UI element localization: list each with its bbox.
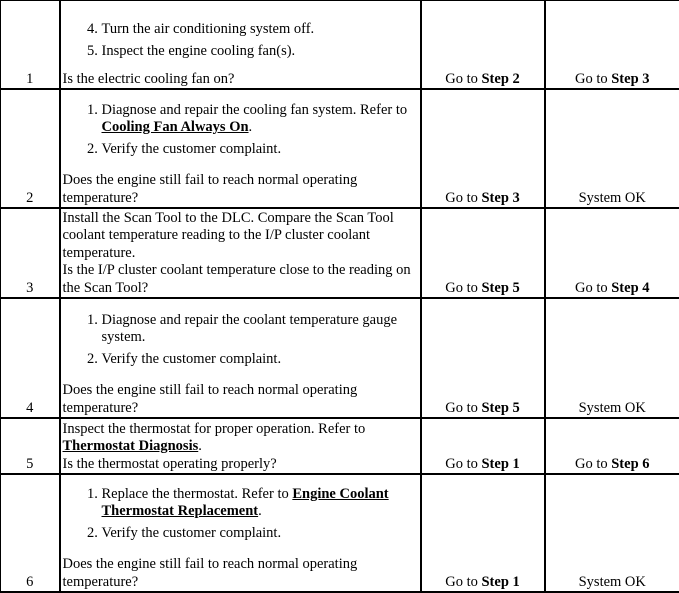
step-number: 6 [1, 474, 60, 592]
step-question: Does the engine still fail to reach normal operating temperature? [63, 556, 418, 591]
action-list [63, 486, 418, 542]
step-question: Does the engine still fail to reach normal operating temperature? [63, 382, 418, 417]
yes-result: Go to Step 5 [421, 298, 545, 418]
yes-result: Go to Step 3 [421, 89, 545, 208]
step-question: Is the thermostat operating properly? [63, 456, 418, 474]
no-step-link[interactable]: Step 6 [611, 456, 649, 472]
step-instruction: Inspect the thermostat for proper operation. Refer to Thermostat Diagnosis. [63, 421, 366, 455]
table-row [1, 474, 679, 592]
no-step-link[interactable]: Step 3 [611, 71, 649, 87]
step-number: 4 [1, 298, 60, 418]
yes-step-link[interactable]: Step 2 [481, 71, 519, 87]
list-item: 2. Verify the customer complaint. [102, 525, 418, 542]
no-result: System OK [545, 298, 679, 418]
step-action [60, 0, 421, 89]
step-action [60, 474, 421, 592]
list-item: 5. Inspect the engine cooling fan(s). [102, 43, 418, 60]
no-step-link[interactable]: Step 4 [611, 280, 649, 296]
no-result: System OK [545, 89, 679, 208]
step-number: 5 [1, 418, 60, 474]
list-item: 4. Turn the air conditioning system off. [102, 21, 418, 38]
yes-step-link[interactable]: Step 1 [481, 456, 519, 472]
list-item: 2. Verify the customer complaint. [102, 141, 418, 158]
step-instruction: Install the Scan Tool to the DLC. Compare the Scan Tool coolant temperature reading to the I/P cluster coolant temperature. [63, 210, 394, 261]
step-action [60, 208, 421, 298]
yes-result: Go to Step 1 [421, 418, 545, 474]
step-question: Does the engine still fail to reach normal operating temperature? [63, 172, 418, 207]
step-number: 1 [1, 0, 60, 89]
list-item: 2. Verify the customer complaint. [102, 351, 418, 368]
yes-result: Go to Step 5 [421, 208, 545, 298]
action-list [63, 102, 418, 158]
yes-step-link[interactable]: Step 1 [481, 574, 519, 590]
step-action [60, 89, 421, 208]
table-row [1, 298, 679, 418]
engine-coolant-thermostat-replacement-link[interactable]: Engine Coolant Thermostat Replacement [102, 486, 389, 519]
no-result: System OK [545, 474, 679, 592]
yes-step-link[interactable]: Step 5 [481, 400, 519, 416]
list-item: 1. Diagnose and repair the coolant temperature gauge system. [102, 312, 418, 346]
table-row [1, 208, 679, 298]
step-number: 3 [1, 208, 60, 298]
yes-result: Go to Step 2 [421, 0, 545, 89]
step-question: Is the electric cooling fan on? [63, 71, 418, 89]
yes-result: Go to Step 1 [421, 474, 545, 592]
table-row [1, 418, 679, 474]
cooling-fan-always-on-link[interactable]: Cooling Fan Always On [102, 119, 249, 135]
list-item: 1. Replace the thermostat. Refer to Engine Coolant Thermostat Replacement. [102, 486, 418, 520]
yes-step-link[interactable]: Step 3 [481, 190, 519, 206]
table-row [1, 89, 679, 208]
step-action [60, 418, 421, 474]
table-row [1, 0, 679, 89]
no-result: Go to Step 4 [545, 208, 679, 298]
thermostat-diagnosis-link[interactable]: Thermostat Diagnosis [63, 438, 199, 454]
list-item: 1. Diagnose and repair the cooling fan system. Refer to Cooling Fan Always On. [102, 102, 418, 136]
step-action [60, 298, 421, 418]
step-question: Is the I/P cluster coolant temperature close to the reading on the Scan Tool? [63, 262, 418, 297]
no-result: Go to Step 3 [545, 0, 679, 89]
yes-step-link[interactable]: Step 5 [481, 280, 519, 296]
step-number: 2 [1, 89, 60, 208]
action-list [63, 21, 418, 60]
no-result: Go to Step 6 [545, 418, 679, 474]
action-list [63, 312, 418, 368]
